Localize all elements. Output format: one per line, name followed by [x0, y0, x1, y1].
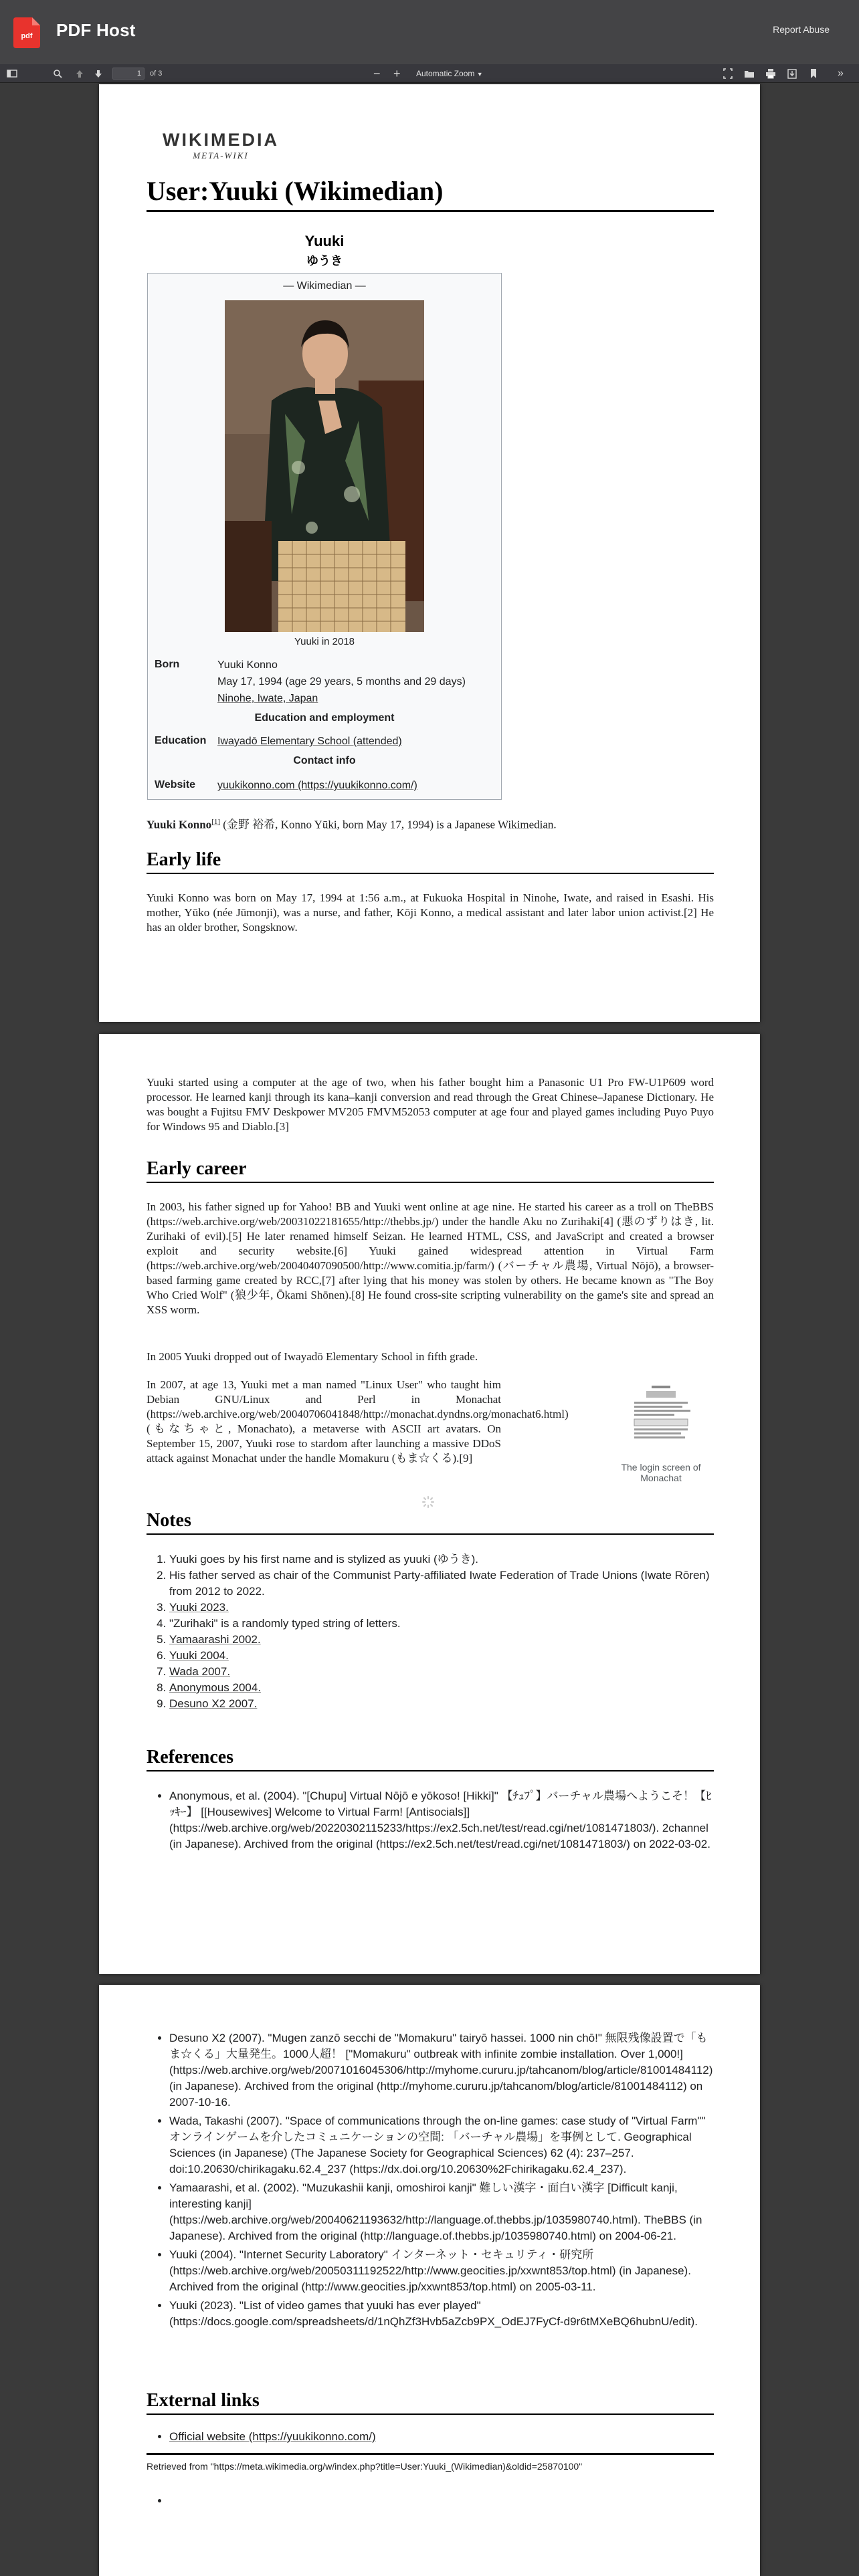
page-count: of 3 [150, 70, 163, 78]
references-list-continued [147, 2030, 714, 2330]
career-paragraph-1: In 2003, his father signed up for Yahoo! BB and Yuuki went online at age nine. He started his career as a troll on TheBBS (https://web.archive.org/web/20031022181655/http://thebbs.jp/) under the handle Aku no Zurihaki[4] (悪のずりはき, lit. Zurihaki of evil).[5] He later renamed himself Seizan. He learned HTML, CSS, and JavaScript and created a browser exploit and security website.[6] Yuuki gained widespread attention in Virtual Farm (https://web.archive.org/web/20040407090500/http://www.comitia.jp/farm/) (バーチャル農場, Virtual Nōjō), a browser-based farming game created by RCC,[7] after lying that his money was stolen by others. He became known as "The Boy Who Cried Wolf" (狼少年, Ōkami Shōnen).[8] He found cross-site scripting vulnerability on the game's site and spread an XSS worm. [147, 1200, 714, 1316]
reference-item[interactable]: • Yuuki (2004). "Internet Security Laboratory" インターネット・セキュリティ・研究所 (https://web.archive.org/web/20050311192522/http://www.geocities.jp/xxwnt853/top.html) (in Japanese). Archived from the original (http://www.geocities.jp/xxwnt853/top.html) on 2005-03-11. [169, 2247, 714, 2295]
portrait-photo[interactable] [225, 300, 424, 632]
bookmark-icon[interactable] [808, 67, 819, 80]
logo-wordmark: WIKIMEDIA [163, 130, 279, 150]
footer-rule [147, 2453, 714, 2455]
wikimedia-meta-logo[interactable] [163, 130, 279, 161]
reference-item[interactable]: • Anonymous, et al. (2004). "[Chupu] Virtual Nōjō e yōkoso! [Hikki]" 【ﾁｭﾌﾟ】バーチャル農場へようこそ！【ﾋｯｷｰ】 [[Housewives] Welcome to Virtual Farm! [Antisocials]] (https://web.archive.org/web/20220302115233/https://ex2.5ch.net/test/read.cgi/net/1081471803/). 2channel (in Japanese). Archived from the original (https://ex2.5ch.net/test/read.cgi/net/1081471803/) on 2022-03-02. [169, 1788, 714, 1852]
education-value-link[interactable]: Iwayadō Elementary School (attended) [217, 736, 402, 747]
education-label: Education [155, 735, 207, 746]
website-link[interactable]: yuukikonno.com (https://yuukikonno.com/) [217, 780, 417, 791]
more-tools-icon[interactable]: » [838, 68, 844, 79]
external-links-list [147, 2429, 714, 2445]
education-heading: Education and employment [254, 712, 395, 724]
section-references: References [147, 1747, 714, 1772]
download-icon[interactable] [787, 67, 797, 80]
born-name: Yuuki Konno [217, 659, 278, 671]
page-number-input[interactable] [112, 68, 145, 80]
app-header [0, 0, 859, 64]
note-item-link[interactable]: 7. Wada 2007. [169, 1664, 714, 1680]
pdf-page-1 [99, 84, 760, 1022]
infobox-name: Yuuki [304, 233, 345, 249]
reference-item[interactable]: • Yamaarashi, et al. (2002). "Muzukashii kanji, omoshiroi kanji" 難しい漢字・面白い漢字 [Difficult kanji, interesting kanji] (https://web.archive.org/web/20040621193632/http://language.of.thebbs.jp/1035980740.html). TheBBS (in Japanese). Archived from the original (http://language.of.thebbs.jp/1035980740.html) on 2004-06-21. [169, 2180, 714, 2244]
zoom-in-icon[interactable]: + [393, 67, 401, 80]
reference-item[interactable]: • Desuno X2 (2007). "Mugen zanzō secchi de "Momakuru" tairyō hassei. 1000 nin chō!" 無限残像設置で「もま☆くる」大量発生。1000人超！ ["Momakuru" outbreak with infinite zombie installation. Over 1,000!] (https://web.archive.org/web/20071016045306/http://myhome.cururu.jp/tahcanom/blog/article/81001484112) (in Japanese). Archived from the original (http://myhome.cururu.jp/tahcanom/blog/article/81001484112) on 2007-10-16. [169, 2030, 714, 2111]
logo-subtitle: META-WIKI [193, 150, 249, 160]
login-image-caption: The login screen of Monachat [621, 1462, 701, 1483]
open-file-icon[interactable] [744, 67, 755, 80]
early-life-paragraph: Yuuki Konno was born on May 17, 1994 at 1:56 a.m., at Fukuoka Hospital in Ninohe, Iwate, and raised in Esashi. His mother, Yūko (née Jūmonji), was a nurse, and father, Kōji Konno, a medical assistant and later labor union activist.[2] He has an older brother, Songsknow. [147, 891, 714, 934]
lead-paragraph [147, 815, 714, 833]
references-list [147, 1788, 714, 1852]
next-page-icon[interactable] [94, 67, 103, 80]
ref-1-link[interactable]: [1] [211, 818, 221, 826]
fullscreen-icon[interactable] [723, 67, 733, 80]
empty-list [147, 2493, 714, 2509]
previous-page-icon[interactable] [75, 67, 84, 80]
report-abuse-link[interactable]: Report Abuse [773, 24, 830, 35]
chevron-down-icon: ▼ [476, 71, 483, 78]
note-item-link[interactable]: 5. Yamaarashi 2002. [169, 1632, 714, 1648]
sidebar-toggle-icon[interactable] [7, 67, 17, 80]
section-notes: Notes [147, 1510, 714, 1535]
official-website-link[interactable]: • Official website (https://yuukikonno.com/) [169, 2429, 714, 2445]
title-rule [147, 210, 714, 212]
note-item-link[interactable]: 8. Anonymous 2004. [169, 1680, 714, 1696]
reference-item[interactable]: • Wada, Takashi (2007). "Space of communications through the on-line games: case study of "Virtual Farm"" オンラインゲームを介したコミュニケーションの空間: 「バーチャル農場」を事例として. Geographical Sciences (in Japanese) (The Japanese Society for Geographical Sciences) 62 (4): 237–257. doi:10.20630/chirikagaku.62.4_237 (https://dx.doi.org/10.20630%2Fchirikagaku.62.4_237). [169, 2113, 714, 2177]
page-title: User:Yuuki (Wikimedian) [147, 176, 444, 206]
monachat-login-image[interactable] [602, 1382, 720, 1481]
pdf-page-2 [99, 1034, 760, 1974]
section-early-career: Early career [147, 1158, 714, 1183]
career-paragraph-2: In 2005 Yuuki dropped out of Iwayadō Elementary School in fifth grade. [147, 1350, 478, 1363]
pdf-logo-text: pdf [21, 32, 33, 40]
born-label: Born [155, 659, 180, 670]
infobox-kana: ゆうき [306, 254, 343, 267]
pdf-toolbar [0, 64, 859, 83]
loading-spinner-icon [421, 1495, 435, 1509]
pdf-logo-icon[interactable] [13, 17, 40, 48]
zoom-select-value: Automatic Zoom [416, 69, 475, 78]
zoom-out-icon[interactable]: − [373, 67, 381, 80]
photo-caption: Yuuki in 2018 [294, 636, 355, 647]
note-item: 2. His father served as chair of the Communist Party-affiliated Iwate Federation of Trade Unions (Iwate Rōren) from 2012 to 2022. [169, 1568, 714, 1600]
early-life-paragraph-2: Yuuki started using a computer at the age of two, when his father bought him a Panasonic U1 Pro FW-U1P609 word processor. He learned kanji through its kana–kanji conversion and read through the Great Chinese–Japanese Dictionary. He was bought a Fujitsu FMV Deskpower MV205 FMVM52053 computer at age four and played games including Puyo Puyo for Windows 95 and Diablo.[3] [147, 1076, 714, 1133]
infobox [147, 273, 502, 800]
note-item: 1. Yuuki goes by his first name and is stylized as yuuki (ゆうき). [169, 1551, 714, 1568]
career-paragraph-3: In 2007, at age 13, Yuuki met a man named "Linux User" who taught him Debian GNU/Linux and Perl in Monachat (https://web.archive.org/web/20040706041848/http://monachat.dyndns.org/monachat6.html) (もなちゃと, Monachato), a metaverse with ASCII art avatars. On September 15, 2007, Yuuki rose to stardom after launching a massive DDoS attack against Monachat under the handle Momakuru (もま☆くる).[9] [147, 1378, 569, 1465]
search-icon[interactable] [52, 67, 63, 80]
zoom-select[interactable] [411, 67, 491, 80]
section-external-links: External links [147, 2390, 714, 2415]
section-early-life: Early life [147, 849, 714, 874]
app-title[interactable]: PDF Host [56, 20, 136, 40]
contact-heading: Contact info [293, 755, 356, 766]
infobox-role: — Wikimedian — [283, 280, 366, 292]
note-item-link[interactable]: 9. Desuno X2 2007. [169, 1696, 714, 1712]
note-item-link[interactable]: 6. Yuuki 2004. [169, 1648, 714, 1664]
born-date: May 17, 1994 (age 29 years, 5 months and 29 days) [217, 676, 466, 687]
lead-rest: (金野 裕希, Konno Yūki, born May 17, 1994) is a Japanese Wikimedian. [220, 818, 557, 831]
note-item-link[interactable]: 3. Yuuki 2023. [169, 1600, 714, 1616]
reference-item[interactable]: • Yuuki (2023). "List of video games that yuuki has ever played" (https://docs.google.com/spreadsheets/d/1nQhZf3Hvb5aZcb9PX_OdEJ7FyCf-d9r6tMXeBQ6hubnU/edit). [169, 2298, 714, 2330]
born-place-link[interactable]: Ninohe, Iwate, Japan [217, 693, 318, 704]
empty-list-item [169, 2493, 714, 2509]
website-label: Website [155, 779, 196, 790]
notes-list [147, 1551, 714, 1712]
pdf-page-3 [99, 1985, 760, 2576]
note-item: 4. "Zurihaki" is a randomly typed string of letters. [169, 1616, 714, 1632]
lead-name: Yuuki Konno [147, 818, 212, 831]
retrieved-from: Retrieved from "https://meta.wikimedia.org/w/index.php?title=User:Yuuki_(Wikimedian)&oldid=25870100" [147, 2461, 583, 2472]
print-icon[interactable] [765, 67, 776, 80]
